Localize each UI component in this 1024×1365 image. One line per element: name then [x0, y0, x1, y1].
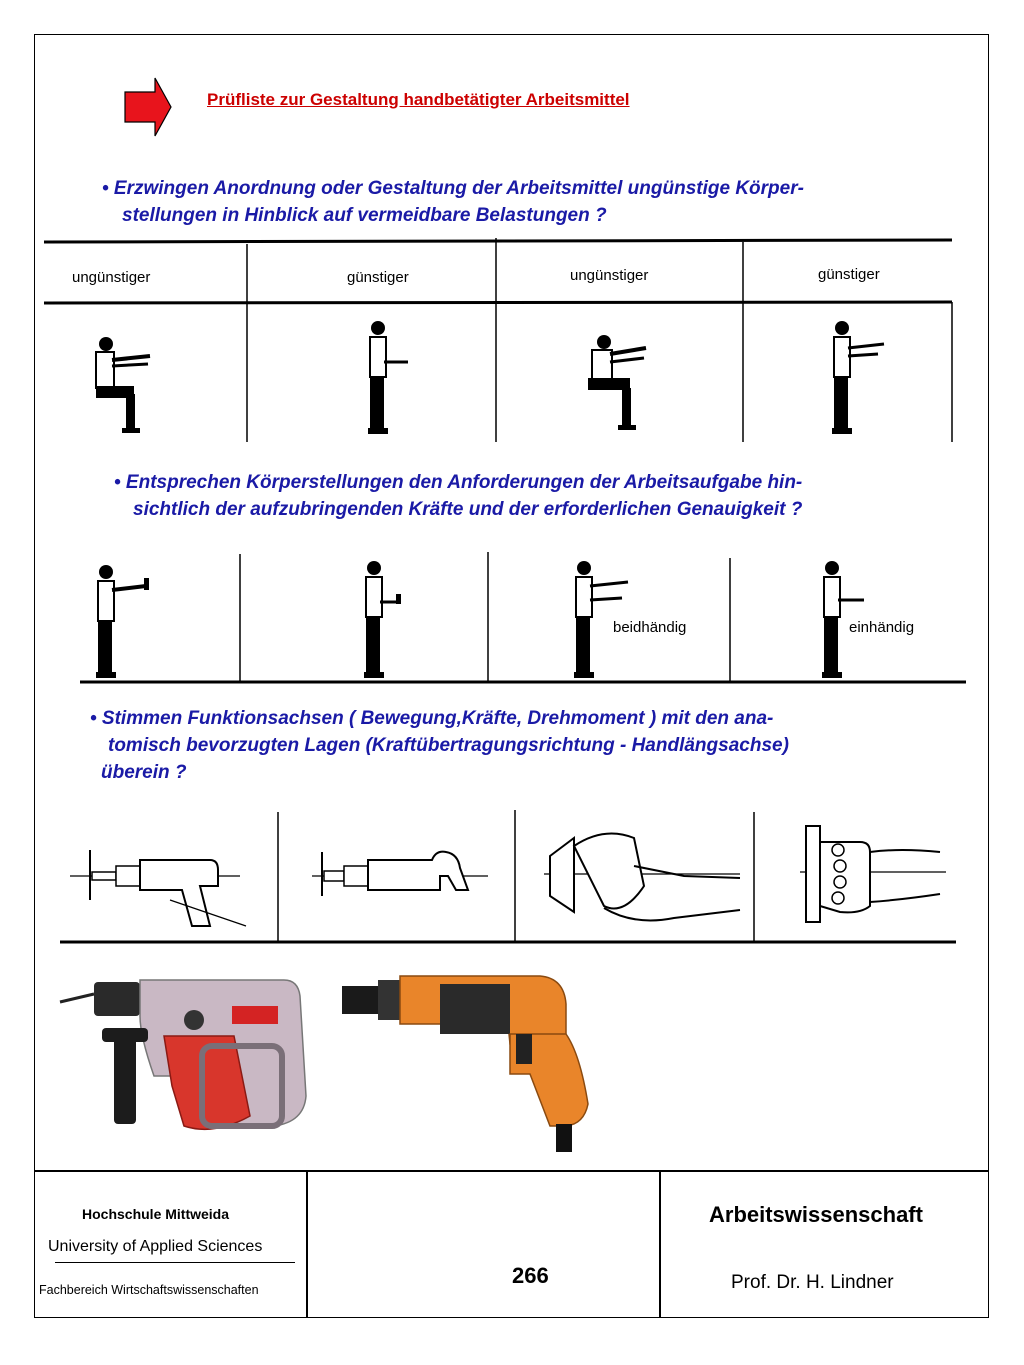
page-title: Prüfliste zur Gestaltung handbetätigter Arbeitsmittel [207, 90, 630, 109]
posture-header-1: ungünstiger [72, 269, 151, 286]
standing-figure-icon [358, 556, 414, 680]
page-number: 266 [512, 1263, 549, 1288]
question-1-line-2: stellungen in Hinblick auf vermeidbare Belastungen ? [122, 205, 607, 226]
footer-top-border [34, 1170, 989, 1172]
question-3-line-1: • Stimmen Funktionsachsen ( Bewegung,Kräfte, Drehmoment ) mit den ana- [90, 708, 774, 729]
label-einhaendig: einhändig [849, 619, 915, 636]
hand-grip-straight-icon [800, 822, 950, 926]
standing-figure-icon [826, 318, 892, 436]
sitting-figure-icon [88, 334, 158, 436]
author-name: Prof. Dr. H. Lindner [731, 1272, 894, 1293]
footer-divider-left [306, 1170, 308, 1318]
institution-name: Hochschule Mittweida [82, 1206, 230, 1222]
question-3-line-2: tomisch bevorzugten Lagen (Kraftübertragungsrichtung - Handlängsachse) [108, 735, 789, 756]
standing-figure-icon [816, 556, 872, 680]
red-arrow-icon [123, 76, 173, 138]
subtitle-underline [55, 1262, 295, 1263]
footer-divider-right [659, 1170, 661, 1318]
posture-header-3: ungünstiger [570, 267, 649, 284]
standing-figure-icon [568, 556, 634, 680]
posture-header-4: günstiger [818, 266, 880, 283]
sitting-figure-icon [584, 330, 656, 434]
question-1-line-1: • Erzwingen Anordnung oder Gestaltung der Arbeitsmittel ungünstige Körper- [102, 178, 804, 199]
standing-figure-icon [92, 562, 156, 680]
drill-pistol-grip-icon [70, 840, 250, 936]
label-beidhaendig: beidhändig [613, 619, 687, 636]
department-name: Fachbereich Wirtschaftswissenschaften [39, 1283, 259, 1297]
drill-inline-grip-icon [312, 846, 492, 906]
power-drill-image [340, 974, 596, 1154]
standing-figure-icon [362, 318, 422, 436]
institution-subtitle: University of Applied Sciences [48, 1238, 263, 1255]
rotary-hammer-image [54, 976, 314, 1146]
question-2-line-1: • Entsprechen Körperstellungen den Anforderungen der Arbeitsaufgabe hin- [114, 472, 803, 493]
posture-header-2: günstiger [347, 269, 409, 286]
course-title: Arbeitswissenschaft [709, 1202, 923, 1227]
hand-grip-angled-icon [544, 826, 740, 938]
question-2-line-2: sichtlich der aufzubringenden Kräfte und der erforderlichen Genauigkeit ? [133, 499, 803, 520]
question-3-line-3: überein ? [101, 762, 187, 783]
